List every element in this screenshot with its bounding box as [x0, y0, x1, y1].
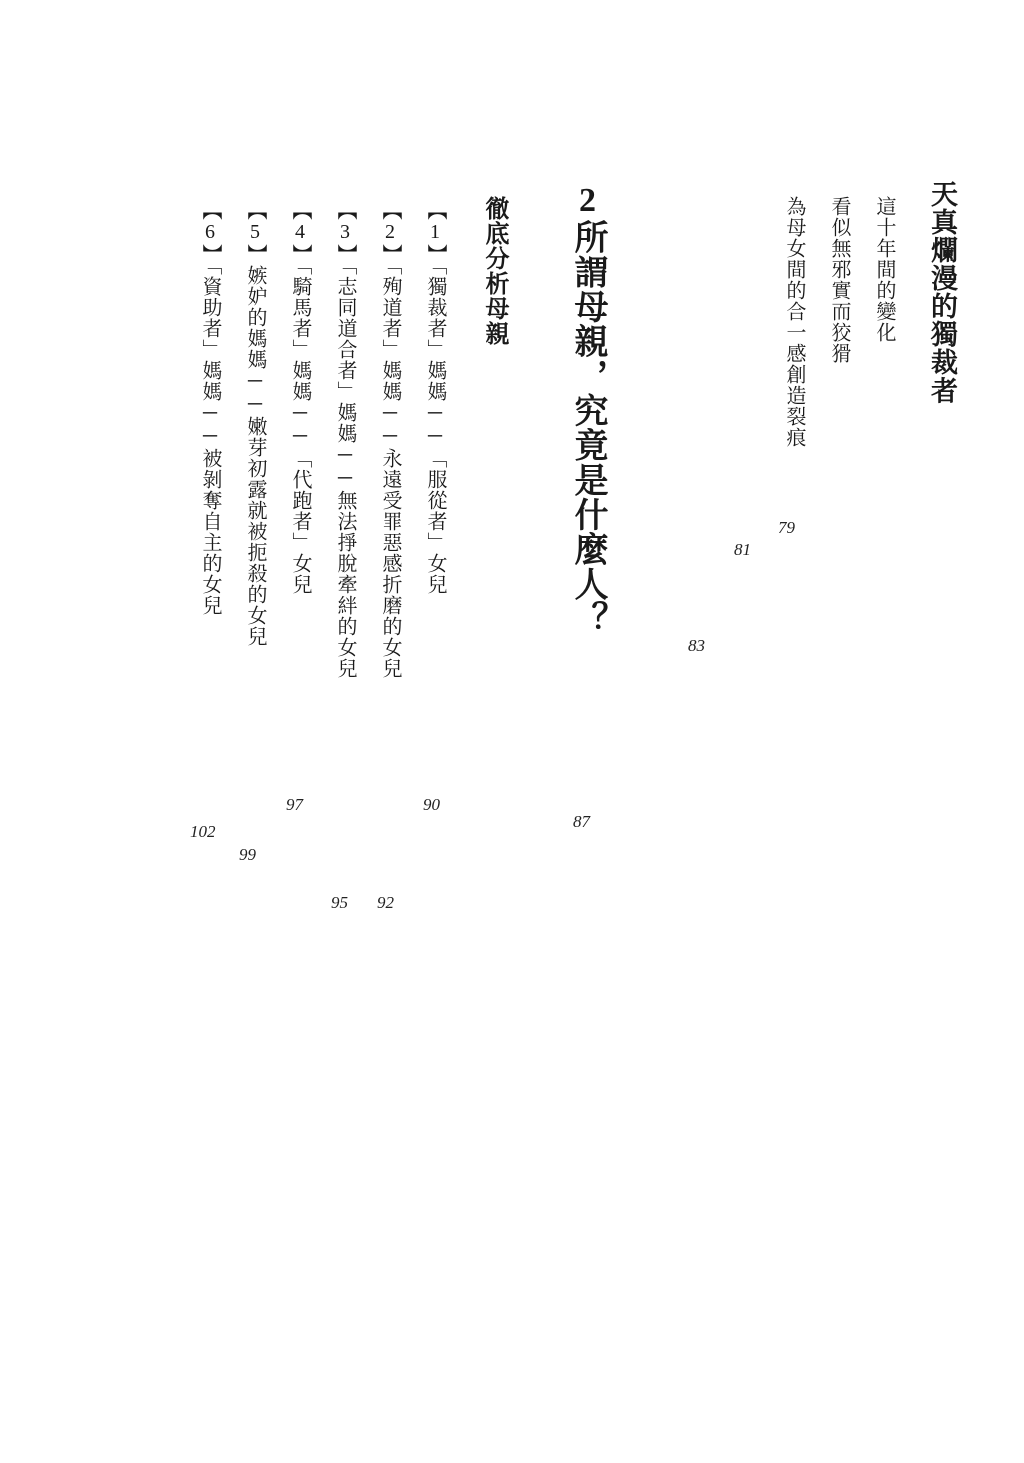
entry-text: 「資助者」媽媽──被剝奪自主的女兒	[199, 265, 221, 616]
section-a-heading: 天真爛漫的獨裁者	[927, 180, 957, 405]
section-b-subheading: 徹底分析母親	[481, 196, 507, 346]
section-b-title: 所謂母親，究竟是什麼人？	[569, 219, 606, 636]
entry-text: 「獨裁者」媽媽──「服從者」女兒	[424, 265, 446, 595]
section-b-page-2: 92	[377, 893, 394, 912]
section-a-entry-2: 看似無邪實而狡猾	[828, 196, 850, 364]
entry-text: 「殉道者」媽媽──永遠受罪惡感折磨的女兒	[379, 265, 401, 679]
entry-index: 5	[244, 221, 266, 244]
section-b-page-5: 99	[239, 845, 256, 864]
section-b-page-4: 97	[286, 795, 303, 814]
entry-text: 「志同道合者」媽媽──無法掙脫牽絆的女兒	[334, 265, 356, 679]
section-b-entry-2: 【2】「殉道者」媽媽──永遠受罪惡感折磨的女兒	[379, 200, 401, 679]
entry-index: 3	[334, 221, 356, 244]
section-b-entry-1: 【1】「獨裁者」媽媽──「服從者」女兒	[424, 200, 446, 595]
section-b-number: 2	[569, 182, 606, 220]
section-a-page-2: 81	[734, 540, 751, 559]
section-a-page-1: 79	[778, 518, 795, 537]
section-b-page-1: 90	[423, 795, 440, 814]
section-b-entry-4: 【4】「騎馬者」媽媽──「代跑者」女兒	[289, 200, 311, 595]
section-b-entry-3: 【3】「志同道合者」媽媽──無法掙脫牽絆的女兒	[334, 200, 356, 679]
entry-index: 2	[379, 221, 401, 244]
entry-index: 1	[424, 221, 446, 244]
section-b-entry-5: 【5】嫉妒的媽媽──嫩芽初露就被扼殺的女兒	[244, 200, 266, 647]
entry-index: 6	[199, 221, 221, 244]
section-b-page: 87	[573, 812, 590, 831]
section-a-entry-1: 這十年間的變化	[873, 196, 895, 343]
entry-text: 「騎馬者」媽媽──「代跑者」女兒	[289, 265, 311, 595]
section-b-page-3: 95	[331, 893, 348, 912]
entry-index: 4	[289, 221, 311, 244]
section-b-entry-6: 【6】「資助者」媽媽──被剝奪自主的女兒	[199, 200, 221, 616]
section-b-heading	[563, 182, 612, 662]
entry-text: 嫉妒的媽媽──嫩芽初露就被扼殺的女兒	[244, 265, 266, 647]
section-a-page-3: 83	[688, 636, 705, 655]
section-b-page-6: 102	[190, 822, 216, 841]
section-a-entry-3: 為母女間的合一感創造裂痕	[783, 196, 805, 448]
